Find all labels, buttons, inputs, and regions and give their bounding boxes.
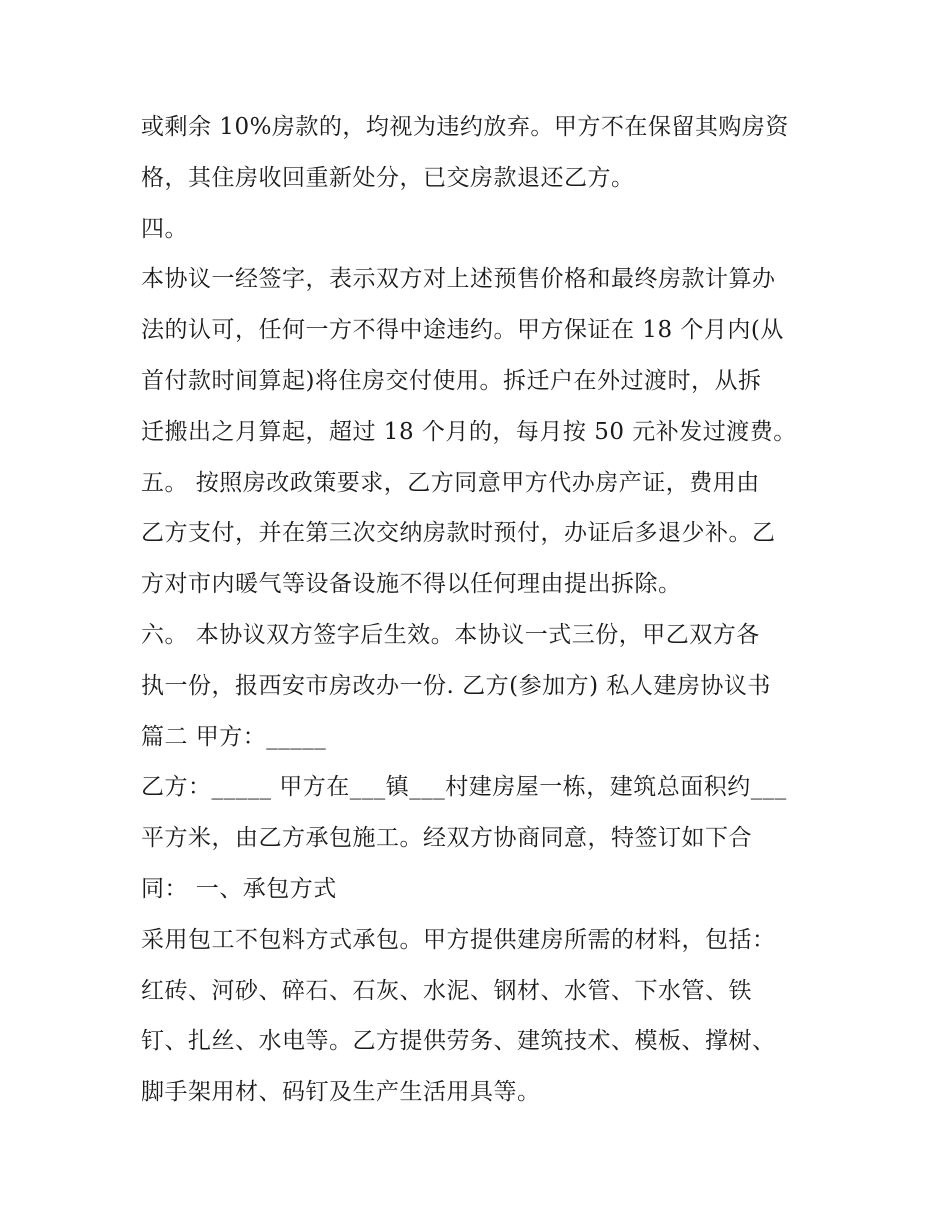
text-line: 红砖、河砂、碎石、石灰、水泥、钢材、水管、下水管、铁 [141, 977, 752, 1004]
text-line: 脚手架用材、码钉及生产生活用具等。 [141, 1079, 541, 1106]
text-line: 本协议一经签字，表示双方对上述预售价格和最终房款计算办 [141, 266, 776, 293]
text-line: 采用包工不包料方式承包。甲方提供建房所需的材料，包括： [141, 926, 776, 953]
text-line: 首付款时间算起)将住房交付使用。拆迁户在外过渡时，从拆 [141, 367, 762, 394]
text-line: 乙方：_____ 甲方在___镇___村建房屋一栋，建筑总面积约___ [141, 774, 787, 801]
text-line: 法的认可，任何一方不得中途违约。甲方保证在 18 个月内(从 [141, 317, 784, 344]
section-heading: 四。 [141, 215, 188, 242]
text-line: 或剩余 10%房款的，均视为违约放弃。甲方不在保留其购房资 [141, 114, 789, 140]
document-body [141, 102, 831, 1118]
text-line: 钉、扎丝、水电等。乙方提供劳务、建筑技术、模板、撑树、 [141, 1028, 776, 1055]
text-line: 迁搬出之月算起，超过 18 个月的，每月按 50 元补发过渡费。 [141, 418, 797, 445]
text-line: 乙方支付，并在第三次交纳房款时预付，办证后多退少补。乙 [141, 520, 776, 547]
text-line: 五。 按照房改政策要求，乙方同意甲方代办房产证，费用由 [141, 469, 760, 496]
text-line: 篇二 甲方：_____ [141, 723, 327, 750]
text-line: 平方米，由乙方承包施工。经双方协商同意，特签订如下合 [141, 825, 752, 852]
text-line: 方对市内暖气等设备设施不得以任何理由提出拆除。 [141, 571, 682, 598]
text-line: 格，其住房收回重新处分，已交房款退还乙方。 [141, 164, 635, 191]
text-line: 同： 一、承包方式 [141, 875, 337, 902]
text-line: 执一份，报西安市房改办一份. 乙方(参加方) 私人建房协议书 [141, 672, 771, 699]
text-line: 六。 本协议双方签字后生效。本协议一式三份，甲乙双方各 [141, 621, 760, 648]
